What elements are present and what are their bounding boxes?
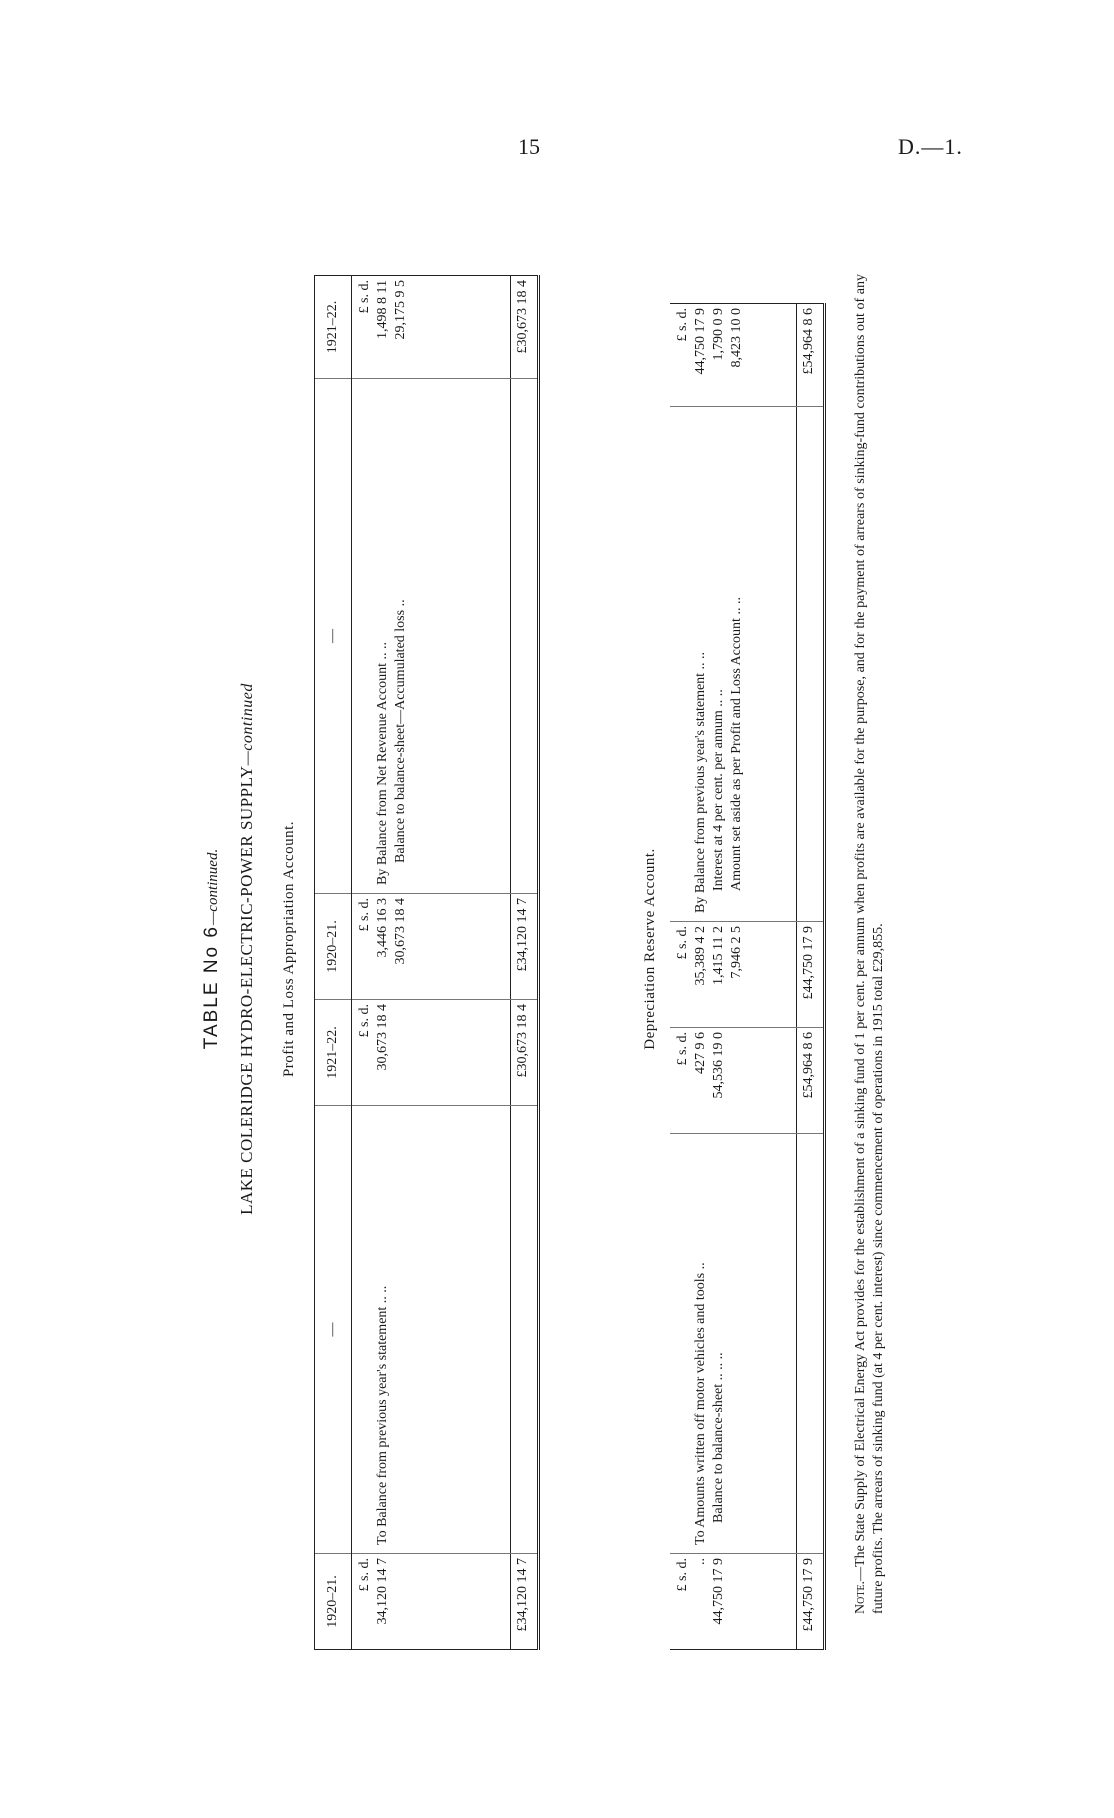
table-title-text: TABLE No 6 — [201, 925, 222, 1050]
table-title-suffix: —continued. — [205, 848, 221, 926]
units-label: £ s. d. — [357, 898, 372, 932]
dr-curr-cell — [352, 1000, 511, 1106]
item-text: Balance to balance-sheet .. .. .. — [710, 1352, 726, 1523]
profit-loss-table — [314, 275, 540, 1650]
item-text: To Amounts written off motor vehicles and tools .. — [692, 1262, 708, 1545]
item-text: Balance to balance-sheet—Accumulated loss .. — [392, 599, 408, 863]
document-reference: D.—1. — [898, 134, 963, 159]
note-text: —The State Supply of Electrical Energy Act provides for the establishment of a sinking fund of 1 per cent. per annum when profits are available for the purpose, and for the payment of arrears of sinking-fund contributions out of any future profits. The arrears of sinking fund (at 4 per cent. interest) since commencement of operations in 1915 total £29,855. — [853, 274, 887, 1614]
table-title — [200, 154, 224, 1744]
empty-cell — [797, 407, 825, 922]
note-label: Note. — [853, 1580, 868, 1614]
amount: 34,120 14 7 — [374, 1558, 390, 1625]
cr-curr-cell — [670, 304, 797, 407]
amount: 1,415 11 2 — [710, 926, 726, 985]
total-cell: £44,750 17 9 — [797, 922, 825, 1028]
body-row — [352, 276, 511, 1650]
col-header: — — [315, 1106, 352, 1554]
amount: .. — [692, 1558, 708, 1565]
item-text: By Balance from previous year's statement .. .. — [692, 651, 708, 913]
units-label: £ s. d. — [675, 1032, 690, 1066]
amount: 3,446 16 3 — [374, 898, 390, 958]
table-subtitle — [236, 154, 258, 1744]
dr-prev-cell — [352, 1554, 511, 1650]
total-cell: £34,120 14 7 — [511, 894, 539, 1000]
col-header: — — [315, 379, 352, 894]
dr-curr-cell — [670, 1028, 797, 1134]
amount: 8,423 10 0 — [728, 308, 744, 368]
amount: 44,750 17 9 — [710, 1558, 726, 1625]
cr-curr-cell — [352, 276, 511, 379]
col-header: 1921–22. — [315, 1000, 352, 1106]
amount: 44,750 17 9 — [692, 308, 708, 375]
total-cell: £30,673 18 4 — [511, 1000, 539, 1106]
total-cell: £30,673 18 4 — [511, 276, 539, 379]
amount: 30,673 18 4 — [374, 1004, 390, 1071]
item-text: Interest at 4 per cent. per annum .. .. — [710, 689, 726, 891]
units-label: £ s. d. — [675, 1558, 690, 1592]
total-cell: £44,750 17 9 — [797, 1554, 825, 1650]
cr-prev-cell — [670, 922, 797, 1028]
depreciation-table — [670, 303, 826, 1650]
amount: 54,536 19 0 — [710, 1032, 726, 1099]
header-row — [315, 276, 352, 1650]
units-label: £ s. d. — [357, 1558, 372, 1592]
amount: 7,946 2 5 — [728, 926, 744, 979]
page-number: 15 — [518, 134, 540, 159]
dr-prev-cell — [670, 1554, 797, 1650]
totals-row — [511, 276, 539, 1650]
col-header: 1921–22. — [315, 276, 352, 379]
total-cell: £54,964 8 6 — [797, 304, 825, 407]
body-row — [670, 304, 797, 1650]
dr-desc-cell — [670, 1134, 797, 1554]
footnote — [852, 274, 888, 1614]
amount: 1,790 0 9 — [710, 308, 726, 361]
units-label: £ s. d. — [675, 926, 690, 960]
units-label: £ s. d. — [357, 280, 372, 314]
amount: 30,673 18 4 — [392, 898, 408, 965]
item-text: By Balance from Net Revenue Account .. .. — [374, 642, 390, 885]
depreciation-heading: Depreciation Reserve Account. — [642, 848, 658, 1050]
cr-prev-cell — [352, 894, 511, 1000]
units-label: £ s. d. — [675, 308, 690, 342]
amount: 427 9 6 — [692, 1032, 708, 1074]
subtitle-suffix: —continued — [239, 683, 256, 766]
amount: 1,498 8 11 — [374, 280, 390, 339]
profit-loss-heading: Profit and Loss Appropriation Account. — [281, 820, 297, 1078]
item-text: Amount set aside as per Profit and Loss Account .. .. — [728, 597, 744, 891]
cr-desc-cell — [670, 407, 797, 922]
totals-row — [797, 304, 825, 1650]
empty-cell — [511, 1106, 539, 1554]
cr-desc-cell — [352, 379, 511, 894]
empty-cell — [511, 379, 539, 894]
units-label: £ s. d. — [357, 1004, 372, 1038]
rotated-table-content — [196, 154, 886, 1744]
total-cell: £54,964 8 6 — [797, 1028, 825, 1134]
empty-cell — [797, 1134, 825, 1554]
amount: 35,389 4 2 — [692, 926, 708, 986]
amount: 29,175 9 5 — [392, 280, 408, 340]
total-cell: £34,120 14 7 — [511, 1554, 539, 1650]
subtitle-text: LAKE COLERIDGE HYDRO-ELECTRIC-POWER SUPPLY — [237, 765, 256, 1215]
col-header: 1920–21. — [315, 1554, 352, 1650]
dr-desc-cell — [352, 1106, 511, 1554]
item-text: To Balance from previous year's statement .. .. — [374, 1285, 390, 1545]
col-header: 1920–21. — [315, 894, 352, 1000]
